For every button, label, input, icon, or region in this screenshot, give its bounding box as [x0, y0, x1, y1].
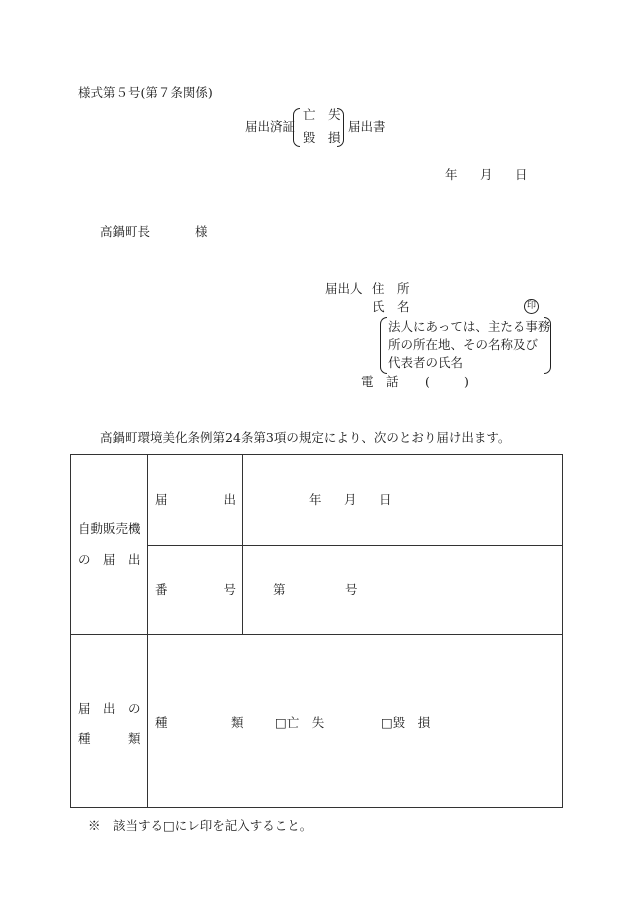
- vending-machine-form-table: [70, 454, 563, 808]
- date-day: 日: [515, 167, 528, 182]
- table-row: [71, 635, 563, 808]
- title-prefix: 届出済証: [245, 119, 296, 134]
- row-number-label: [148, 546, 243, 635]
- row1-day: 日: [379, 492, 392, 507]
- address-label: 住 所: [372, 281, 410, 296]
- phone-close-paren: ): [464, 374, 469, 389]
- row1-label-left: 届: [155, 492, 168, 507]
- section-vending-machine-label: [71, 455, 148, 635]
- title-option-lost: 亡 失: [303, 107, 341, 122]
- section-type-label: [71, 635, 148, 808]
- date-year: 年: [445, 167, 458, 182]
- phone-open-paren: (: [425, 374, 430, 389]
- option-lost-checkbox[interactable]: □亡 失: [275, 715, 325, 730]
- applicant-label: 届出人: [325, 281, 363, 296]
- row2-label-right: 号: [223, 582, 236, 597]
- row3-label-right: 類: [231, 715, 244, 730]
- note-right-brace: [544, 317, 551, 374]
- section2-line1: 届 出 の: [78, 701, 141, 716]
- row2-prefix: 第: [273, 582, 286, 597]
- row1-month: 月: [344, 492, 357, 507]
- row1-label-right: 出: [223, 492, 236, 507]
- right-brace: [337, 108, 344, 147]
- addressee-honorific: 様: [195, 224, 208, 239]
- left-brace: [293, 108, 300, 147]
- date-month: 月: [480, 167, 493, 182]
- note-left-brace: [380, 317, 387, 374]
- seal-mark: 印: [524, 299, 539, 314]
- note-line-1: 法人にあっては、主たる事務: [388, 319, 551, 334]
- row2-suffix: 号: [345, 582, 358, 597]
- row3-label-left: 種: [155, 715, 168, 730]
- option-damaged-checkbox[interactable]: □毀 損: [381, 715, 431, 730]
- title-option-damaged: 毀 損: [303, 130, 341, 145]
- statement: 高鍋町環境美化条例第24条第3項の規定により、次のとおり届け出ます。: [100, 430, 511, 445]
- row2-label-left: 番: [155, 582, 168, 597]
- table-row: [71, 455, 563, 546]
- row-notification-label: [148, 455, 243, 546]
- name-label: 氏 名: [372, 299, 410, 314]
- notification-date-field[interactable]: [243, 455, 563, 546]
- type-selection-field: [148, 635, 563, 808]
- addressee-name: 高鍋町長: [100, 224, 151, 239]
- section2-line2: 種 類: [78, 731, 141, 746]
- section1-line1: 自動販売機: [78, 521, 141, 536]
- row1-year: 年: [309, 492, 322, 507]
- note-line-3: 代表者の氏名: [388, 355, 464, 370]
- corporate-note: [380, 317, 552, 374]
- note-line-2: 所の所在地、その名称及び: [388, 337, 539, 352]
- title-suffix: 届出書: [348, 119, 386, 134]
- form-number: 様式第５号(第７条関係): [78, 85, 213, 100]
- phone-label: 電 話: [361, 374, 399, 389]
- section1-line2: の 届 出: [78, 552, 141, 567]
- number-field[interactable]: [243, 546, 563, 635]
- footnote: ※ 該当する□にレ印を記入すること。: [88, 818, 313, 833]
